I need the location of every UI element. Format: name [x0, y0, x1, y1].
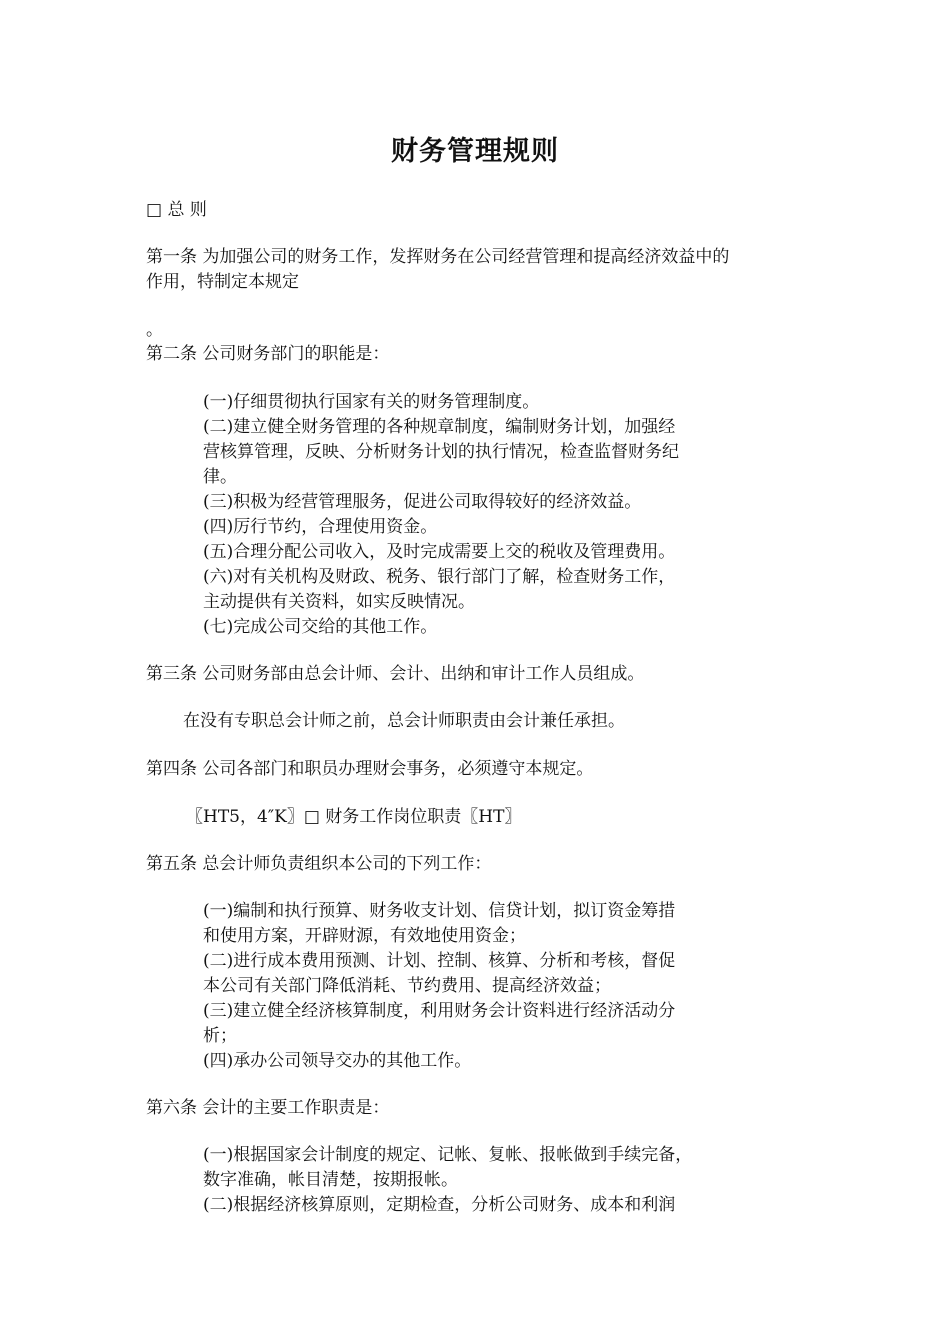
article-6-item: (一)根据国家会计制度的规定、记帐、复帐、报帐做到手续完备，	[203, 1145, 693, 1165]
article-1-line: 作用，特制定本规定	[146, 272, 299, 292]
article-2-heading: 第二条 公司财务部门的职能是：	[146, 344, 390, 364]
article-5-item: (四)承办公司领导交办的其他工作。	[203, 1051, 472, 1071]
article-1-line: 第一条 为加强公司的财务工作，发挥财务在公司经营管理和提高经济效益中的	[146, 247, 730, 267]
article-4-line: 第四条 公司各部门和职员办理财会事务，必须遵守本规定。	[146, 759, 594, 779]
article-2-item: (一)仔细贯彻执行国家有关的财务管理制度。	[203, 392, 540, 412]
article-6-item: 数字准确，帐目清楚，按期报帐。	[203, 1170, 458, 1190]
article-6-item: (二)根据经济核算原则，定期检查，分析公司财务、成本和利润	[203, 1195, 676, 1215]
article-5-item: (三)建立健全经济核算制度，利用财务会计资料进行经济活动分	[203, 1001, 676, 1021]
article-5-item: 析；	[203, 1026, 237, 1046]
article-1-line: 。	[146, 320, 163, 340]
article-2-item: (三)积极为经营管理服务，促进公司取得较好的经济效益。	[203, 492, 642, 512]
article-2-item: (二)建立健全财务管理的各种规章制度，编制财务计划，加强经	[203, 417, 676, 437]
document-title: 财务管理规则	[391, 136, 559, 167]
section-heading-general: □ 总 则	[146, 200, 207, 220]
article-2-item: 主动提供有关资料，如实反映情况。	[203, 592, 475, 612]
article-2-item: (五)合理分配公司收入，及时完成需要上交的税收及管理费用。	[203, 542, 676, 562]
article-5-item: (二)进行成本费用预测、计划、控制、核算、分析和考核，督促	[203, 951, 676, 971]
article-5-item: 本公司有关部门降低消耗、节约费用、提高经济效益；	[203, 976, 611, 996]
article-5-item: (一)编制和执行预算、财务收支计划、信贷计划，拟订资金筹措	[203, 901, 676, 921]
section-heading-duties: 〖HT5，4″K〗□ 财务工作岗位职责〖HT〗	[186, 807, 522, 827]
article-5-item: 和使用方案，开辟财源，有效地使用资金；	[203, 926, 526, 946]
article-2-item: (四)厉行节约，合理使用资金。	[203, 517, 438, 537]
article-3-line: 在没有专职总会计师之前，总会计师职责由会计兼任承担。	[183, 711, 625, 731]
article-2-item: (七)完成公司交给的其他工作。	[203, 617, 438, 637]
article-2-item: (六)对有关机构及财政、税务、银行部门了解，检查财务工作，	[203, 567, 676, 587]
article-2-item: 营核算管理，反映、分析财务计划的执行情况，检查监督财务纪	[203, 442, 679, 462]
article-5-heading: 第五条 总会计师负责组织本公司的下列工作：	[146, 854, 492, 874]
article-2-item: 律。	[203, 467, 237, 487]
article-3-line: 第三条 公司财务部由总会计师、会计、出纳和审计工作人员组成。	[146, 664, 645, 684]
article-6-heading: 第六条 会计的主要工作职责是：	[146, 1098, 390, 1118]
